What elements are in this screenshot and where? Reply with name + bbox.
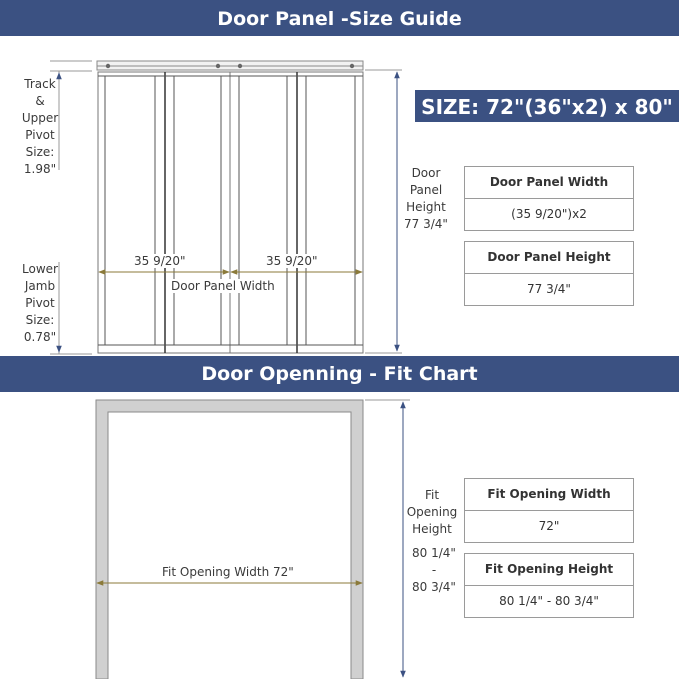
track-pivot-line: Upper xyxy=(21,111,59,125)
opening-width-value: 72" xyxy=(538,519,560,533)
opening-height-line: Height xyxy=(412,522,452,536)
opening-height-line: Opening xyxy=(406,505,458,519)
track-pivot-line: Pivot xyxy=(25,128,55,142)
opening-height-arrow xyxy=(365,400,410,677)
track xyxy=(97,61,363,70)
jamb-pivot-line: Jamb xyxy=(24,279,56,293)
opening-height-line: Fit xyxy=(424,488,440,502)
jamb-pivot-line: 0.78" xyxy=(23,330,57,344)
fit-chart-title: Door Openning - Fit Chart xyxy=(201,363,478,385)
panel-width-label: Door Panel Width xyxy=(168,279,278,293)
opening-height-label xyxy=(403,487,461,538)
jamb-pivot-label xyxy=(14,261,66,346)
opening-frame xyxy=(96,400,363,679)
opening-height-value-line: 80 1/4" xyxy=(412,546,456,560)
panel-height-label xyxy=(398,165,454,233)
track-pivot-line: & xyxy=(35,94,45,108)
opening-width-label: Fit Opening Width 72" xyxy=(159,565,297,579)
right-panel-width: 35 9/20" xyxy=(263,254,321,268)
panel-width-header: Door Panel Width xyxy=(465,167,633,199)
opening-height-value xyxy=(403,545,465,596)
panel-height-line: Panel xyxy=(409,183,443,197)
panel-height-value: 77 3/4" xyxy=(527,282,571,296)
track-pivot-line: Size: xyxy=(25,145,55,159)
track-pivot-line: Track xyxy=(24,77,56,91)
panel-height-line: 77 3/4" xyxy=(404,217,448,231)
left-panel-width: 35 9/20" xyxy=(131,254,189,268)
panel-height-line: Door xyxy=(411,166,441,180)
opening-width-table xyxy=(464,478,634,543)
opening-height-table xyxy=(464,553,634,618)
panel-height-table xyxy=(464,241,634,306)
panel-height-arrow xyxy=(365,70,402,353)
size-guide-title: Door Panel -Size Guide xyxy=(217,8,462,30)
jamb-pivot-line: Size: xyxy=(25,313,55,327)
panel-width-table xyxy=(464,166,634,231)
panel-width-value: (35 9/20")x2 xyxy=(511,207,587,221)
opening-height-value-line: 80 3/4" xyxy=(412,580,456,594)
jamb-pivot-line: Pivot xyxy=(25,296,55,310)
opening-height-value-line: - xyxy=(431,563,437,577)
size-badge-text: SIZE: 72"(36"x2) x 80" xyxy=(421,95,673,119)
track-pivot-line: 1.98" xyxy=(23,162,57,176)
jamb-pivot-line: Lower xyxy=(22,262,58,276)
door-panels xyxy=(98,72,363,353)
opening-width-header: Fit Opening Width xyxy=(465,479,633,511)
track-pivot-label xyxy=(14,76,66,178)
panel-height-line: Height xyxy=(406,200,446,214)
opening-height-value-cell: 80 1/4" - 80 3/4" xyxy=(499,594,599,608)
opening-height-header: Fit Opening Height xyxy=(465,554,633,586)
panel-height-header: Door Panel Height xyxy=(465,242,633,274)
